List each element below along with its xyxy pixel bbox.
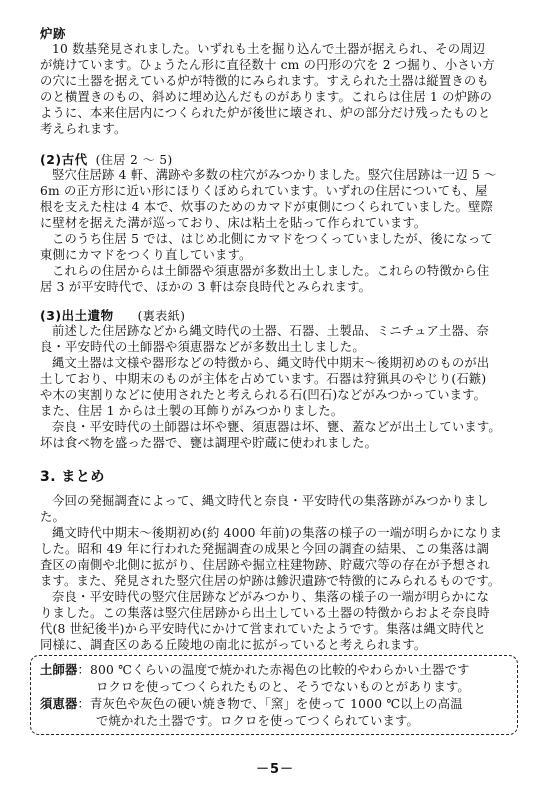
text-line: に壁材を据えた溝が巡っており、床は粘土を貼って作られています。 bbox=[40, 216, 427, 230]
section-heading-ro bbox=[40, 24, 66, 42]
text-line: 坏は食べ物を盛った器で、甕は調理や貯蔵に使われました。 bbox=[40, 436, 378, 450]
glossary-definition: ：800 ℃くらいの温度で焼かれた赤褐色の比較的やわらかい土器です bbox=[77, 663, 470, 677]
text-line: の穴に土器を据えている炉が特徴的にみられます。すえられた土器は縦置きのも bbox=[40, 74, 489, 88]
text-line: 同様に、調査区のある丘陵地の南北に拡がっていると考えられます。 bbox=[40, 638, 427, 652]
text-line: 奈良・平安時代の竪穴住居跡などがみつかり、集落の様子の一端が明らかにな bbox=[52, 590, 490, 604]
text-line: 前述した住居跡などから縄文時代の土器、石器、土製品、ミニチュア土器、奈 bbox=[52, 324, 490, 338]
text-line: 根を支えた柱は 4 本で、炊事のためのカマドが東側につくられていました。壁際 bbox=[40, 200, 494, 214]
text-line: 6m の正方形に近い形にほりくぼめられています。いずれの住居についても、屋 bbox=[40, 184, 488, 198]
text-line: のと横置きのもの、斜めに埋め込んだものがあります。これらは住居 1 の炉跡の bbox=[40, 90, 493, 104]
text-line: また、住居 1 からは土製の耳飾りがみつかりました。 bbox=[40, 404, 344, 418]
glossary-item-sue bbox=[40, 697, 463, 711]
text-line: 良・平安時代の土師器や須恵器などが多数出土しました。 bbox=[40, 340, 365, 354]
text-line: 査区の南側や北側に拡がり、住居跡や掘立柱建物跡、貯蔵穴等の存在が予想され bbox=[40, 558, 490, 572]
text-line: が焼けています。ひょうたん形に直径数十 cm の円形の穴を 2 つ掘り、小さい方 bbox=[40, 58, 495, 72]
glossary-item-haji bbox=[40, 663, 470, 677]
text-line: 縄文時代中期末～後期初め(約 4000 年前)の集落の様子の一端が明らかになりま bbox=[52, 526, 503, 540]
text-line: 竪穴住居跡 4 軒、溝跡や多数の柱穴がみつかりました。竪穴住居跡は一辺 5 ～ bbox=[52, 168, 497, 182]
text-line: りました。この集落は竪穴住居跡から出土している土器の特徴からおよそ奈良時 bbox=[40, 606, 490, 620]
text-line: 奈良・平安時代の土師器は坏や甕、須恵器は坏、甕、蓋などが出土しています。 bbox=[52, 420, 501, 434]
text-line: ます。また、発見された竪穴住居の炉跡は鯵沢遺跡で特徴的にみられるものです。 bbox=[40, 574, 501, 588]
text-line: 東側にカマドをつくり直しています。 bbox=[40, 248, 252, 262]
heading-subtitle: (住居 2 ～ 5) bbox=[95, 153, 173, 167]
text-line: 考えられます。 bbox=[40, 122, 127, 136]
text-line: や木の実割りなどに使用されたと考えられる石(凹石)などがみつかっています。 bbox=[40, 388, 487, 402]
text-line: した。昭和 49 年に行われた発掘調査の成果と今回の調査の結果、この集落は調 bbox=[40, 542, 490, 556]
heading-subtitle: (裏表紙) bbox=[137, 309, 186, 323]
text-line: ように、本来住居内につくられた炉が後世に壊され、炉の部分だけ残ったものと bbox=[40, 106, 491, 120]
section-heading-ibutsu bbox=[40, 306, 186, 324]
section-heading-kodai bbox=[40, 150, 173, 168]
heading-text: (3)出土遺物 bbox=[40, 308, 114, 323]
text-line: これらの住居からは土師器や須恵器が多数出土しました。これらの特徴から住 bbox=[52, 264, 490, 278]
text-line: このうち住居 5 では、はじめ北側にカマドをつくっていましたが、後になって bbox=[52, 232, 493, 246]
text-line: 今回の発掘調査によって、縄文時代と奈良・平安時代の集落跡がみつかりまし bbox=[52, 494, 489, 508]
glossary-definition: ：青灰色や灰色の硬い焼き物で、「窯」を使って 1000 ℃以上の高温 bbox=[77, 697, 463, 711]
glossary-term: 土師器 bbox=[40, 663, 78, 677]
glossary-term: 須恵器 bbox=[40, 697, 78, 711]
section-heading-matome bbox=[40, 466, 105, 486]
text-line: 居 3 が平安時代で、ほかの 3 軒は奈良時代とみられます。 bbox=[40, 280, 372, 294]
text-line: 縄文土器は文様や器形などの特徴から、縄文時代中期末～後期初めのものが出 bbox=[52, 356, 490, 370]
heading-text: (2)古代 bbox=[40, 152, 88, 167]
text-line: 代(8 世紀後半)から平安時代にかけて営まれていたようです。集落は縄文時代と bbox=[40, 622, 487, 636]
text-line: 10 数基発見されました。いずれも土を掘り込んで土器が据えられ、その周辺 bbox=[52, 42, 486, 56]
page-number: －5－ bbox=[255, 762, 295, 777]
text-line: た。 bbox=[40, 510, 65, 524]
heading-text: 3. まとめ bbox=[40, 469, 105, 485]
text-line: 土しており、中期末のものが主体を占めています。石器は狩猟具のやじり(石鏃) bbox=[40, 372, 487, 386]
glossary-definition-cont: で焼かれた土器です。ロクロを使ってつくられています。 bbox=[96, 714, 419, 728]
glossary-definition-cont: ロクロを使ってつくられたものと、そうでないものとがあります。 bbox=[96, 680, 470, 694]
heading-text: 炉跡 bbox=[40, 26, 67, 41]
